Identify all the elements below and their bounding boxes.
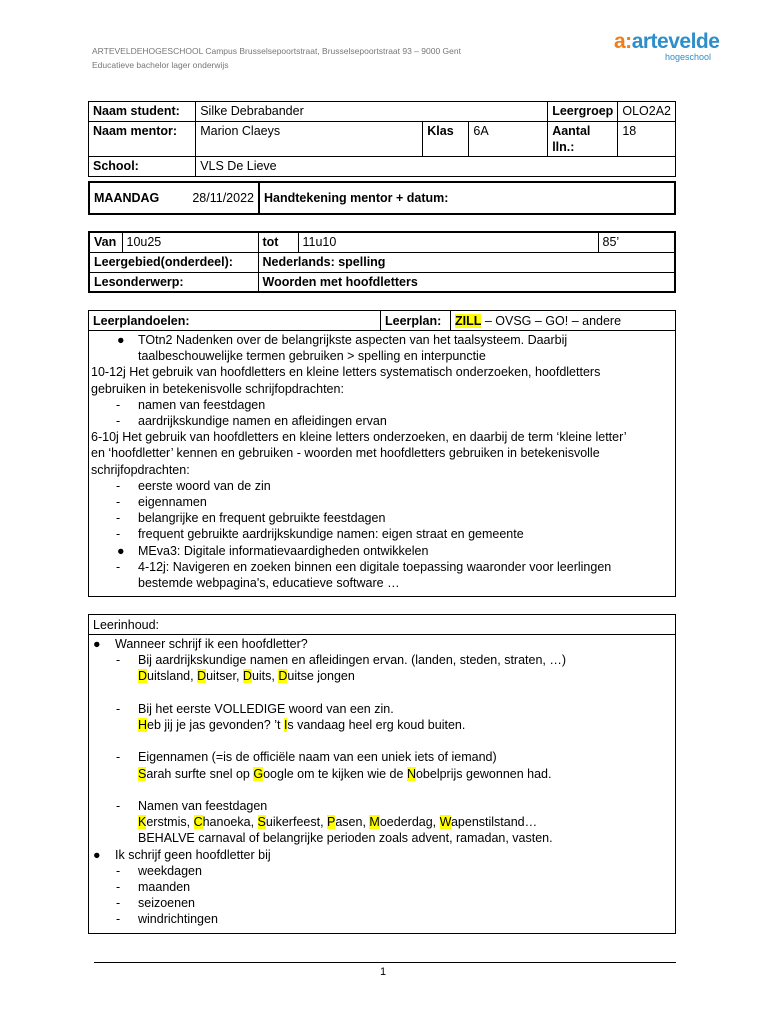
example-proper-names: Sarah surfte snel op Google om te kijken wie de Nobelprijs gewonnen had. [138, 766, 552, 781]
doel-line: belangrijke en frequent gebruikte feestdagen [138, 511, 386, 526]
doel-line: TOtn2 Nadenken over de belangrijkste aspecten van het taalsysteem. Daarbij [138, 333, 568, 347]
lesson-table [88, 231, 676, 293]
rule-sentence-start: Bij het eerste VOLLEDIGE woord van een zin. [138, 701, 394, 716]
doel-line: gebruiken in betekenisvolle schrijfopdrachten: [91, 381, 344, 396]
value-duration: 85’ [598, 232, 675, 252]
signature-label: Handtekening mentor + datum: [259, 182, 675, 214]
label-aantal: Aantal lln.: [548, 122, 618, 157]
footer-divider [94, 962, 676, 963]
bullet-icon: ● [117, 333, 125, 347]
bullet-icon: ● [93, 637, 101, 651]
logo-sub: hogeschool [665, 52, 712, 62]
logo-word: artevelde [631, 30, 720, 53]
question-2: Ik schrijf geen hoofdletter bij [115, 847, 271, 862]
rule-holidays: Namen van feestdagen [138, 799, 268, 814]
no-capital-item: seizoenen [138, 896, 195, 911]
leerplan-label: Leerplan: [381, 311, 451, 330]
value-tot: 11u10 [298, 232, 598, 252]
value-school: VLS De Lieve [196, 157, 676, 177]
doel-line: en ‘hoofdletter’ kennen en gebruiken - woorden met hoofdletters gebruiken in betekenisvolle [91, 446, 600, 461]
label-school: School: [89, 157, 196, 177]
school-address [92, 44, 461, 72]
leerinhoud-box: Leerinhoud: ● Wanneer schrijf ik een hoofdletter? - Bij aardrijkskundige namen en afleidingen ervan. (landen, steden, straten, …) Duitsland, Duitser, Duits, Duitse jongen - Bij het eerste VOLLEDIGE woord van een zin. Heb jij je jas gevonden? ’t Is vandaag heel erg koud buiten. - Eigennamen (=is de officiële naam van een uniek iets of iemand) Sarah surfte snel op Google om te kijken wie de Nobelprijs gewonnen had. - Namen van feestdagen Kerstmis, Chanoeka, Suikerfeest, Pasen, Moederdag, Wapenstilstand… BEHALVE carnaval of belangrijke perioden zoals advent, ramadan, vasten. ● Ik schrijf geen hoofdletter bij - weekdagen - maanden - seizoenen - windrichtingen [88, 614, 676, 934]
leerplan-zill: ZILL [455, 314, 482, 328]
doel-line: schrijfopdrachten: [91, 462, 190, 477]
doel-line: frequent gebruikte aardrijkskundige namen: eigen straat en gemeente [138, 527, 524, 542]
artevelde-logo [614, 30, 724, 64]
rule-exception: BEHALVE carnaval of belangrijke perioden zoals advent, ramadan, vasten. [138, 831, 553, 846]
no-capital-item: maanden [138, 880, 191, 895]
leerplandoelen-label: Leerplandoelen: [89, 311, 381, 330]
value-lesonderwerp: Woorden met hoofdletters [258, 272, 675, 292]
day-date: 28/11/2022 [192, 191, 254, 205]
leerplan-rest: – OVSG – GO! – andere [481, 314, 622, 328]
label-leergroep: Leergroep [548, 102, 618, 122]
value-mentor: Marion Claeys [196, 122, 423, 157]
doel-line: eigennamen [138, 495, 207, 510]
doel-line: 4-12j: Navigeren en zoeken binnen een digitale toepassing waaronder voor leerlingen [138, 559, 612, 574]
label-klas: Klas [423, 122, 469, 157]
leerplandoelen-box: Leerplandoelen: Leerplan: ZILL – OVSG – GO! – andere ● TOtn2 Nadenken over de belangrijkste aspecten van het taalsysteem. Daarbij taalbeschouwelijke termen gebruiken > spelling en interpunctie 10-12j Het gebruik van hoofdletters en kleine letters systematisch onderzoeken, hoofdletters gebruiken in betekenisvolle schrijfopdrachten: - namen van feestdagen - aardrijkskundige namen en afleidingen ervan 6-10j Het gebruik van hoofdletters en kleine letters onderzoeken, en daarbij de term ‘kleine letter’ en ‘hoofdletter’ kennen en gebruiken - woorden met hoofdletters gebruiken in betekenisvolle schrijfopdrachten: - eerste woord van de zin - eigennamen - belangrijke en frequent gebruikte feestdagen - frequent gebruikte aardrijkskundige namen: eigen straat en gemeente ● MEva3: Digitale informatievaardigheden ontwikkelen - 4-12j: Navigeren en zoeken binnen een digitale toepassing waaronder voor leerlingen bestemde webpagina's, educatieve software … [88, 310, 676, 597]
rule-geographic: Bij aardrijkskundige namen en afleidingen ervan. (landen, steden, straten, …) [138, 653, 567, 668]
label-student: Naam student: [89, 102, 196, 122]
value-aantal: 18 [618, 122, 676, 157]
label-van: Van [89, 232, 122, 252]
bullet-icon: ● [117, 543, 125, 558]
student-info-table [88, 101, 676, 177]
doel-line: 6-10j Het gebruik van hoofdletters en kleine letters onderzoeken, en daarbij de term ‘kleine letter’ [91, 430, 627, 445]
doel-line: aardrijkskundige namen en afleidingen ervan [138, 414, 387, 429]
doel-line: eerste woord van de zin [138, 478, 271, 493]
question-1: Wanneer schrijf ik een hoofdletter? [115, 637, 308, 651]
doel-line: 10-12j Het gebruik van hoofdletters en kleine letters systematisch onderzoeken, hoofdletters [91, 365, 601, 380]
bullet-icon: ● [93, 847, 101, 862]
address-line-1: ARTEVELDEHOGESCHOOL Campus Brusselsepoortstraat, Brusselsepoortstraat 93 – 9000 Gent [92, 46, 461, 56]
logo-prefix: a: [614, 30, 632, 53]
day-name: MAANDAG [94, 191, 160, 205]
no-capital-item: windrichtingen [138, 912, 218, 927]
doel-line: taalbeschouwelijke termen gebruiken > spelling en interpunctie [138, 349, 486, 364]
label-tot: tot [258, 232, 298, 252]
value-leergebied: Nederlands: spelling [258, 252, 675, 272]
label-mentor: Naam mentor: [89, 122, 196, 157]
label-lesonderwerp: Lesonderwerp: [89, 272, 258, 292]
rule-proper-names: Eigennamen (=is de officiële naam van een uniek iets of iemand) [138, 750, 497, 765]
label-leergebied: Leergebied(onderdeel): [89, 252, 258, 272]
example-geographic: Duitsland, Duitser, Duits, Duitse jongen [138, 669, 355, 684]
page-number: 1 [380, 966, 387, 978]
example-holidays: Kerstmis, Chanoeka, Suikerfeest, Pasen, Moederdag, Wapenstilstand… [138, 815, 538, 830]
doel-line: namen van feestdagen [138, 397, 266, 412]
value-leergroep: OLO2A2 [618, 102, 676, 122]
doel-line: MEva3: Digitale informatievaardigheden ontwikkelen [138, 543, 429, 558]
day-table [88, 181, 676, 215]
example-sentence-start: Heb jij je jas gevonden? ’t Is vandaag heel erg koud buiten. [138, 718, 466, 733]
value-student: Silke Debrabander [196, 102, 548, 122]
address-line-2: Educatieve bachelor lager onderwijs [92, 60, 229, 70]
no-capital-item: weekdagen [138, 863, 202, 878]
value-klas: 6A [469, 122, 548, 157]
value-van: 10u25 [122, 232, 258, 252]
leerinhoud-label: Leerinhoud: [93, 618, 160, 632]
doel-line: bestemde webpagina's, educatieve software … [138, 576, 400, 591]
